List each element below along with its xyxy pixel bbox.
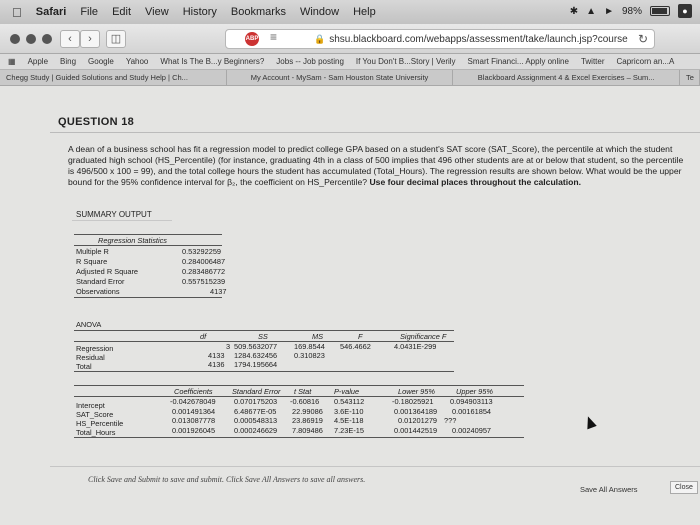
adblock-icon[interactable]: ABP	[245, 32, 259, 46]
stat-label: Adjusted R Square	[76, 267, 139, 276]
anova-row-label: Total	[76, 362, 92, 371]
back-button[interactable]: ‹	[60, 30, 80, 48]
coef-p: 0.543112	[334, 397, 365, 406]
tab-extra[interactable]: Te	[680, 70, 700, 85]
coef-row-label: HS_Percentile	[76, 419, 124, 428]
bookmark-item[interactable]: Apple	[27, 57, 49, 66]
coef-header: t Stat	[294, 387, 312, 396]
menu-bookmarks[interactable]: Bookmarks	[221, 6, 277, 18]
question-body: A dean of a business school has fit a regression model to predict college GPA based on a student's SAT score (SAT_Score), the percentile at which the student graduated high school (HS_Percentile) (for instance, graduating 4th in a class of 500 implies that 496 other students are at or below that student, so the percentile is 496/500 x 100 = 99), and the total college hours the student has accumulated (Total_Hours). The regression results are shown below. What would be the upper bound for the 95% confidence interval for β₂, the coefficient on HS_Percentile?	[68, 144, 684, 187]
forward-button[interactable]: ›	[80, 30, 100, 48]
battery-icon[interactable]	[650, 6, 670, 16]
menu-window[interactable]: Window	[290, 6, 330, 18]
browser-toolbar	[0, 24, 700, 54]
coef-row-label: SAT_Score	[76, 410, 114, 419]
bookmark-item[interactable]: Smart Financi... Apply online	[467, 57, 569, 66]
bookmark-item[interactable]: Bing	[60, 57, 77, 66]
menu-edit[interactable]: Edit	[102, 6, 122, 18]
menu-app-name[interactable]: Safari	[26, 6, 57, 18]
question-heading: QUESTION 18	[58, 116, 135, 128]
minimize-window-icon[interactable]	[26, 34, 36, 44]
anova-header-f: F	[358, 332, 363, 341]
coef-p: 3.6E-110	[334, 407, 364, 416]
coef-lower: 0.001442519	[394, 426, 438, 435]
bookmark-item[interactable]: Jobs -- Job posting	[276, 57, 344, 66]
stat-label: Observations	[76, 287, 120, 296]
coef-value: 0.001491364	[172, 407, 216, 416]
bookmark-item[interactable]: Yahoo	[125, 57, 149, 66]
stat-value: 0.53292259	[182, 247, 222, 256]
close-window-icon[interactable]	[10, 34, 20, 44]
bookmark-item[interactable]: Google	[88, 57, 114, 66]
anova-ss: 1284.632456	[234, 351, 278, 360]
question-emphasis: Use four decimal places throughout the calculation.	[369, 177, 581, 187]
volume-icon[interactable]: ►	[604, 5, 614, 17]
coef-upper: 0.00161854	[452, 407, 492, 416]
window-controls	[10, 34, 52, 44]
mouse-cursor	[583, 415, 597, 430]
summary-title: SUMMARY OUTPUT	[76, 210, 152, 219]
coef-p: 7.23E-15	[334, 426, 364, 435]
tab-chegg[interactable]: Chegg Study | Guided Solutions and Study Help | Ch...	[0, 70, 227, 85]
anova-df: 4136	[208, 360, 225, 369]
coef-row-label: Intercept	[76, 401, 105, 410]
menu-help[interactable]: Help	[343, 6, 366, 18]
tab-blackboard[interactable]: Blackboard Assignment 4 & Excel Exercises – Sum...	[453, 70, 680, 85]
reader-icon[interactable]: ≡	[270, 30, 278, 44]
bookmark-item[interactable]: Capricorn an...A	[616, 57, 675, 66]
anova-header-df: df	[200, 332, 207, 341]
bluetooth-icon[interactable]: ✱	[569, 5, 579, 17]
anova-ss: 1794.195664	[234, 360, 278, 369]
anova-row-label: Residual	[76, 353, 105, 362]
coef-t: 23.86919	[292, 416, 323, 425]
wifi-icon[interactable]: ▲	[586, 5, 597, 17]
tab-mysam[interactable]: My Account - MySam - Sam Houston State University	[227, 70, 454, 85]
menu-view[interactable]: View	[135, 6, 159, 18]
stat-value: 0.284006487	[182, 257, 226, 266]
coef-p: 4.5E-118	[334, 416, 364, 425]
coef-t: 7.809486	[292, 426, 323, 435]
coef-t: -0.60816	[290, 397, 320, 406]
page-content	[0, 86, 700, 525]
coef-value: 0.001926045	[172, 426, 216, 435]
close-button[interactable]: Close	[670, 481, 698, 494]
anova-ms: 169.8544	[294, 342, 325, 351]
anova-title: ANOVA	[76, 320, 102, 329]
coef-row-label: Total_Hours	[76, 428, 116, 437]
anova-df: 4133	[208, 351, 225, 360]
reg-stats-title: Regression Statistics	[98, 236, 168, 245]
coef-header: Standard Error	[232, 387, 281, 396]
question-text	[68, 144, 688, 188]
coef-se: 6.48677E-05	[234, 407, 277, 416]
anova-row-label: Regression	[76, 344, 114, 353]
zoom-window-icon[interactable]	[42, 34, 52, 44]
coef-header: Upper 95%	[456, 387, 493, 396]
reload-icon[interactable]: ↻	[637, 32, 648, 46]
menu-history[interactable]: History	[172, 6, 208, 18]
bookmarks-grid-icon[interactable]: ▦	[8, 57, 16, 66]
battery-percent: 98%	[621, 5, 642, 17]
menu-file[interactable]: File	[70, 6, 89, 18]
coef-se: 0.070175203	[234, 397, 278, 406]
mac-menubar	[0, 0, 700, 24]
bookmark-item[interactable]: Twitter	[580, 57, 605, 66]
tab-bar	[0, 70, 700, 86]
menubar-status	[570, 4, 692, 18]
coef-upper-unknown: ???	[444, 416, 457, 425]
bookmark-item[interactable]: What Is The B...y Beginners?	[160, 57, 265, 66]
url-text: shsu.blackboard.com/webapps/assessment/take/launch.jsp?course	[329, 34, 628, 45]
coef-se: 0.000246629	[234, 426, 278, 435]
anova-header-ms: MS	[312, 332, 324, 341]
lock-icon: 🔒	[314, 34, 326, 44]
apple-icon[interactable]	[12, 5, 22, 20]
stat-value: 0.557515239	[182, 277, 226, 286]
anova-f: 546.4662	[340, 342, 371, 351]
anova-sig: 4.0431E-299	[394, 342, 437, 351]
coef-t: 22.99086	[292, 407, 323, 416]
coef-header: Lower 95%	[398, 387, 435, 396]
spotlight-icon[interactable]: ●	[678, 4, 692, 18]
coef-lower: 0.01201279	[398, 416, 438, 425]
coef-upper: 0.00240957	[452, 426, 492, 435]
bookmarks-bar	[0, 54, 700, 70]
address-bar[interactable]	[225, 29, 655, 49]
anova-header-sig: Significance F	[400, 332, 447, 341]
anova-df: 3	[226, 342, 231, 351]
save-bar	[50, 466, 700, 498]
coef-lower: -0.18025921	[392, 397, 434, 406]
anova-header-ss: SS	[258, 332, 268, 341]
coef-header: Coefficients	[174, 387, 213, 396]
coef-lower: 0.001364189	[394, 407, 438, 416]
stat-label: R Square	[76, 257, 108, 266]
divider	[50, 132, 700, 133]
save-all-answers-button[interactable]: Save All Answers	[580, 485, 638, 494]
stat-value: 4137	[210, 287, 227, 296]
stat-label: Multiple R	[76, 247, 109, 256]
bookmark-item[interactable]: If You Don't B...Story | Verily	[355, 57, 456, 66]
coef-upper: 0.094903113	[450, 397, 493, 406]
coef-value: -0.042678049	[170, 397, 216, 406]
sidebar-button[interactable]: ◫	[106, 30, 126, 48]
save-instructions: Click Save and Submit to save and submit. Click Save All Answers to save all answers.	[88, 475, 366, 484]
coef-se: 0.000548313	[234, 416, 278, 425]
anova-ss: 509.5632077	[234, 342, 278, 351]
stat-value: 0.283486772	[182, 267, 226, 276]
anova-ms: 0.310823	[294, 351, 325, 360]
coef-value: 0.013087778	[172, 416, 216, 425]
stat-label: Standard Error	[76, 277, 125, 286]
coef-header: P-value	[334, 387, 360, 396]
